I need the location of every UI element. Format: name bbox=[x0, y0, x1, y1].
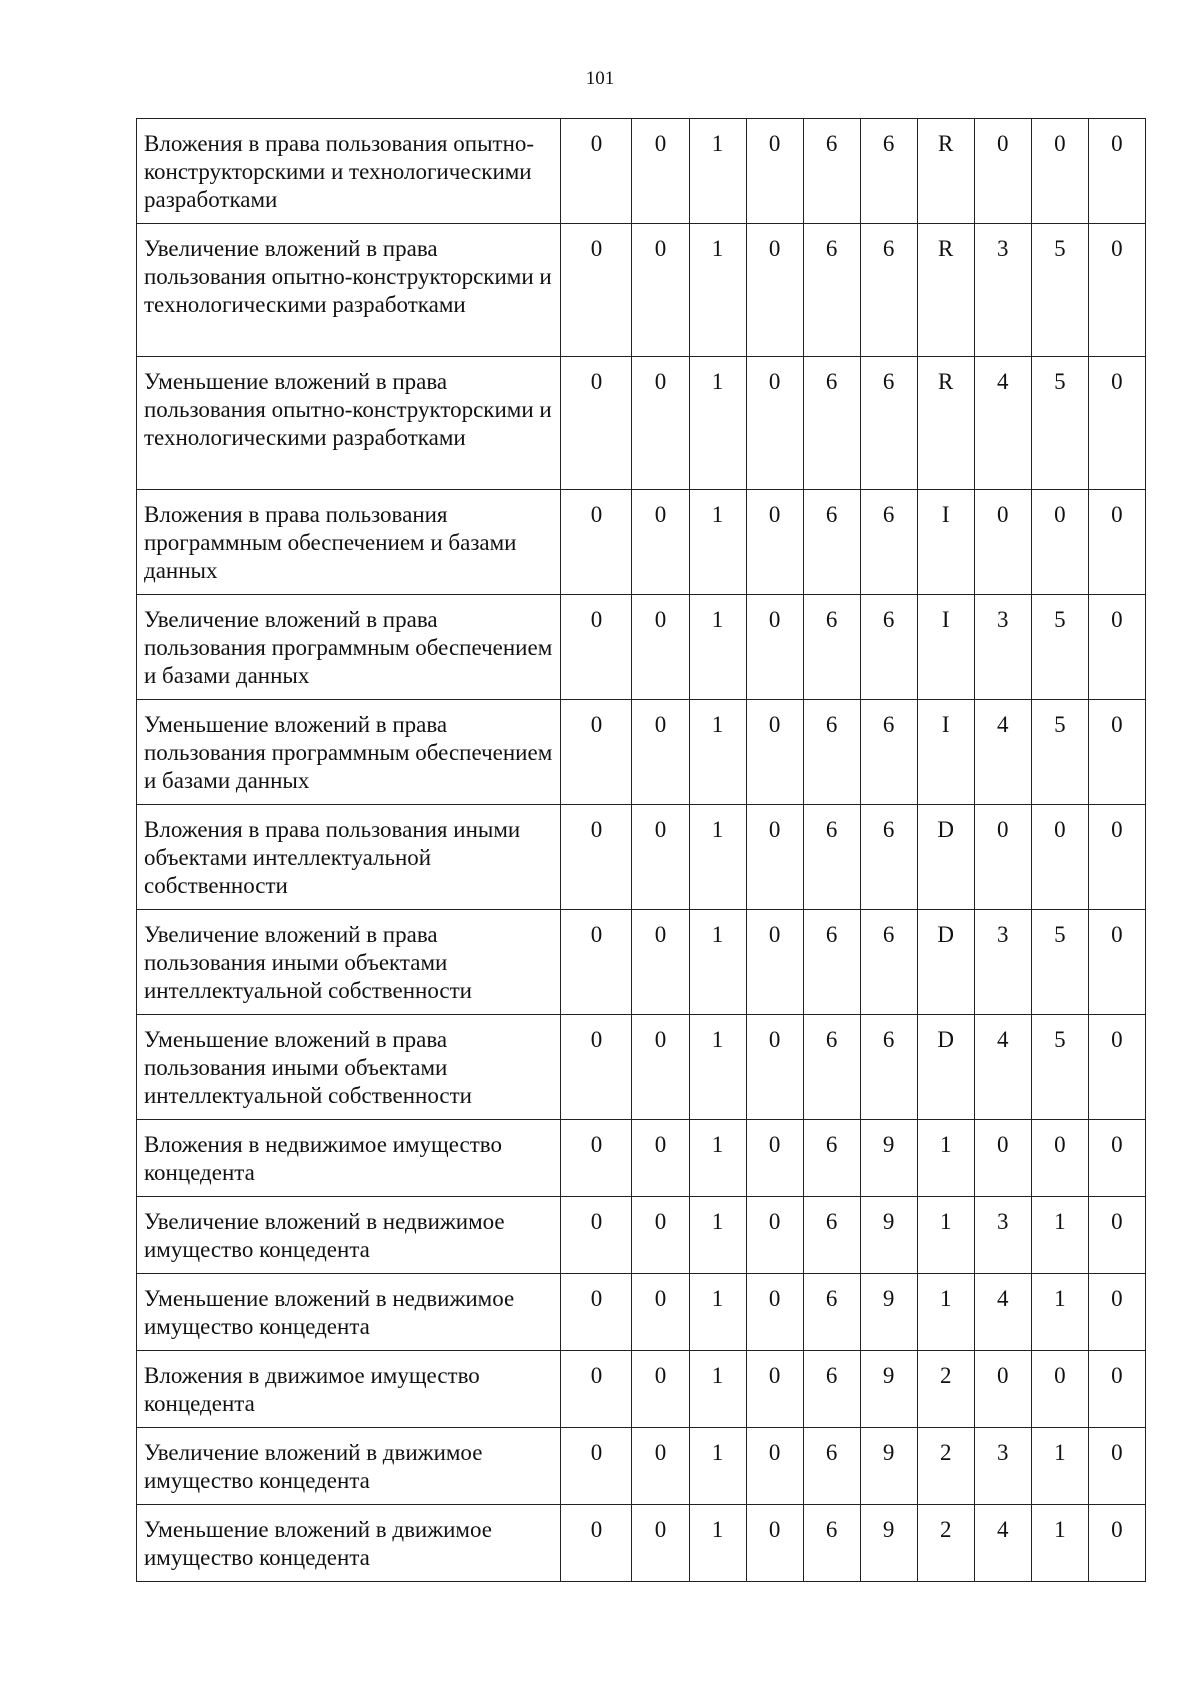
code-digit-7: D bbox=[917, 805, 974, 910]
code-digit-4: 0 bbox=[746, 1120, 803, 1197]
table-row bbox=[137, 357, 1146, 490]
code-digit-8: 3 bbox=[974, 1197, 1031, 1274]
code-digit-6: 9 bbox=[860, 1428, 917, 1505]
code-digit-7: I bbox=[917, 595, 974, 700]
code-digit-2: 0 bbox=[632, 357, 689, 490]
row-description: Увеличение вложений в недвижимое имущество концедента bbox=[137, 1197, 561, 1274]
code-digit-8: 4 bbox=[974, 1274, 1031, 1351]
code-digit-5: 6 bbox=[803, 1015, 860, 1120]
code-digit-7: R bbox=[917, 224, 974, 357]
code-digit-6: 6 bbox=[860, 224, 917, 357]
code-digit-1: 0 bbox=[561, 1120, 632, 1197]
code-digit-1: 0 bbox=[561, 1351, 632, 1428]
code-digit-5: 6 bbox=[803, 1428, 860, 1505]
code-digit-7: R bbox=[917, 119, 974, 224]
code-digit-2: 0 bbox=[632, 1274, 689, 1351]
code-digit-6: 6 bbox=[860, 490, 917, 595]
page-number: 101 bbox=[585, 68, 615, 89]
code-digit-2: 0 bbox=[632, 1120, 689, 1197]
code-digit-1: 0 bbox=[561, 1274, 632, 1351]
code-digit-5: 6 bbox=[803, 1351, 860, 1428]
code-digit-7: 2 bbox=[917, 1505, 974, 1582]
row-description: Уменьшение вложений в права пользования иными объектами интеллектуальной собственности bbox=[137, 1015, 561, 1120]
code-digit-6: 9 bbox=[860, 1351, 917, 1428]
code-digit-7: 2 bbox=[917, 1428, 974, 1505]
code-digit-9: 1 bbox=[1031, 1274, 1088, 1351]
code-digit-4: 0 bbox=[746, 595, 803, 700]
code-digit-7: 1 bbox=[917, 1274, 974, 1351]
code-digit-8: 0 bbox=[974, 805, 1031, 910]
code-digit-1: 0 bbox=[561, 910, 632, 1015]
code-digit-10: 0 bbox=[1088, 805, 1145, 910]
row-description: Вложения в недвижимое имущество концедента bbox=[137, 1120, 561, 1197]
code-digit-10: 0 bbox=[1088, 595, 1145, 700]
table-row bbox=[137, 1428, 1146, 1505]
code-digit-5: 6 bbox=[803, 357, 860, 490]
code-digit-4: 0 bbox=[746, 357, 803, 490]
code-digit-3: 1 bbox=[689, 357, 746, 490]
table-row bbox=[137, 1120, 1146, 1197]
code-digit-3: 1 bbox=[689, 1120, 746, 1197]
code-digit-4: 0 bbox=[746, 910, 803, 1015]
code-digit-5: 6 bbox=[803, 1274, 860, 1351]
code-digit-3: 1 bbox=[689, 119, 746, 224]
code-digit-8: 4 bbox=[974, 1015, 1031, 1120]
row-description: Уменьшение вложений в права пользования опытно-конструкторскими и технологическими разработками bbox=[137, 357, 561, 490]
row-description: Увеличение вложений в права пользования опытно-конструкторскими и технологическими разработками bbox=[137, 224, 561, 357]
code-digit-5: 6 bbox=[803, 805, 860, 910]
code-digit-9: 5 bbox=[1031, 1015, 1088, 1120]
code-digit-3: 1 bbox=[689, 1351, 746, 1428]
code-digit-10: 0 bbox=[1088, 357, 1145, 490]
code-digit-4: 0 bbox=[746, 1505, 803, 1582]
code-digit-7: 2 bbox=[917, 1351, 974, 1428]
table-row bbox=[137, 1197, 1146, 1274]
code-digit-8: 3 bbox=[974, 595, 1031, 700]
code-digit-6: 6 bbox=[860, 1015, 917, 1120]
code-digit-10: 0 bbox=[1088, 1351, 1145, 1428]
code-digit-10: 0 bbox=[1088, 1274, 1145, 1351]
row-description: Вложения в движимое имущество концедента bbox=[137, 1351, 561, 1428]
code-digit-1: 0 bbox=[561, 119, 632, 224]
code-digit-1: 0 bbox=[561, 595, 632, 700]
code-digit-9: 5 bbox=[1031, 910, 1088, 1015]
code-digit-9: 0 bbox=[1031, 1351, 1088, 1428]
code-digit-4: 0 bbox=[746, 119, 803, 224]
row-description: Уменьшение вложений в недвижимое имущество концедента bbox=[137, 1274, 561, 1351]
row-description: Увеличение вложений в права пользования программным обеспечением и базами данных bbox=[137, 595, 561, 700]
row-description: Уменьшение вложений в движимое имущество концедента bbox=[137, 1505, 561, 1582]
code-digit-10: 0 bbox=[1088, 490, 1145, 595]
code-digit-5: 6 bbox=[803, 700, 860, 805]
code-digit-10: 0 bbox=[1088, 1505, 1145, 1582]
code-digit-1: 0 bbox=[561, 490, 632, 595]
code-digit-5: 6 bbox=[803, 910, 860, 1015]
code-digit-2: 0 bbox=[632, 224, 689, 357]
code-digit-3: 1 bbox=[689, 1197, 746, 1274]
account-codes-table bbox=[136, 118, 1146, 1582]
code-digit-2: 0 bbox=[632, 805, 689, 910]
table-row bbox=[137, 490, 1146, 595]
code-digit-4: 0 bbox=[746, 1274, 803, 1351]
code-digit-1: 0 bbox=[561, 1197, 632, 1274]
code-digit-5: 6 bbox=[803, 595, 860, 700]
code-digit-7: R bbox=[917, 357, 974, 490]
code-digit-5: 6 bbox=[803, 1505, 860, 1582]
code-digit-6: 9 bbox=[860, 1197, 917, 1274]
code-digit-4: 0 bbox=[746, 700, 803, 805]
code-digit-7: D bbox=[917, 1015, 974, 1120]
code-digit-5: 6 bbox=[803, 119, 860, 224]
code-digit-3: 1 bbox=[689, 700, 746, 805]
code-digit-3: 1 bbox=[689, 1274, 746, 1351]
table-row bbox=[137, 1015, 1146, 1120]
code-digit-8: 4 bbox=[974, 1505, 1031, 1582]
code-digit-6: 6 bbox=[860, 805, 917, 910]
code-digit-9: 1 bbox=[1031, 1428, 1088, 1505]
code-digit-1: 0 bbox=[561, 1428, 632, 1505]
code-digit-4: 0 bbox=[746, 1351, 803, 1428]
code-digit-9: 1 bbox=[1031, 1505, 1088, 1582]
table-row bbox=[137, 1351, 1146, 1428]
row-description: Вложения в права пользования опытно-конструкторскими и технологическими разработками bbox=[137, 119, 561, 224]
code-digit-8: 0 bbox=[974, 490, 1031, 595]
code-digit-8: 4 bbox=[974, 700, 1031, 805]
code-digit-7: I bbox=[917, 700, 974, 805]
code-digit-8: 3 bbox=[974, 910, 1031, 1015]
code-digit-8: 3 bbox=[974, 224, 1031, 357]
code-digit-9: 0 bbox=[1031, 490, 1088, 595]
code-digit-3: 1 bbox=[689, 1428, 746, 1505]
code-digit-9: 0 bbox=[1031, 119, 1088, 224]
code-digit-9: 5 bbox=[1031, 595, 1088, 700]
code-digit-10: 0 bbox=[1088, 1428, 1145, 1505]
code-digit-8: 0 bbox=[974, 1120, 1031, 1197]
code-digit-3: 1 bbox=[689, 1505, 746, 1582]
code-digit-8: 0 bbox=[974, 1351, 1031, 1428]
code-digit-3: 1 bbox=[689, 224, 746, 357]
code-digit-4: 0 bbox=[746, 1428, 803, 1505]
table-row bbox=[137, 1274, 1146, 1351]
code-digit-4: 0 bbox=[746, 490, 803, 595]
code-digit-10: 0 bbox=[1088, 119, 1145, 224]
code-digit-2: 0 bbox=[632, 910, 689, 1015]
table-body bbox=[137, 119, 1146, 1582]
code-digit-6: 6 bbox=[860, 595, 917, 700]
code-digit-6: 9 bbox=[860, 1274, 917, 1351]
table-row bbox=[137, 119, 1146, 224]
code-digit-6: 6 bbox=[860, 357, 917, 490]
code-digit-2: 0 bbox=[632, 1351, 689, 1428]
code-digit-2: 0 bbox=[632, 1015, 689, 1120]
code-digit-5: 6 bbox=[803, 1120, 860, 1197]
code-digit-5: 6 bbox=[803, 1197, 860, 1274]
code-digit-2: 0 bbox=[632, 700, 689, 805]
code-digit-7: 1 bbox=[917, 1197, 974, 1274]
code-digit-9: 0 bbox=[1031, 1120, 1088, 1197]
code-digit-7: I bbox=[917, 490, 974, 595]
code-digit-1: 0 bbox=[561, 700, 632, 805]
code-digit-10: 0 bbox=[1088, 1197, 1145, 1274]
code-digit-8: 3 bbox=[974, 1428, 1031, 1505]
code-digit-2: 0 bbox=[632, 490, 689, 595]
code-digit-6: 6 bbox=[860, 910, 917, 1015]
code-digit-4: 0 bbox=[746, 1015, 803, 1120]
code-digit-2: 0 bbox=[632, 1505, 689, 1582]
code-digit-9: 1 bbox=[1031, 1197, 1088, 1274]
row-description: Вложения в права пользования иными объектами интеллектуальной собственности bbox=[137, 805, 561, 910]
row-description: Уменьшение вложений в права пользования программным обеспечением и базами данных bbox=[137, 700, 561, 805]
code-digit-4: 0 bbox=[746, 805, 803, 910]
code-digit-2: 0 bbox=[632, 1428, 689, 1505]
code-digit-10: 0 bbox=[1088, 1120, 1145, 1197]
code-digit-3: 1 bbox=[689, 490, 746, 595]
code-digit-4: 0 bbox=[746, 1197, 803, 1274]
row-description: Увеличение вложений в права пользования иными объектами интеллектуальной собственности bbox=[137, 910, 561, 1015]
code-digit-1: 0 bbox=[561, 805, 632, 910]
code-digit-2: 0 bbox=[632, 1197, 689, 1274]
code-digit-10: 0 bbox=[1088, 1015, 1145, 1120]
table-row bbox=[137, 595, 1146, 700]
row-description: Увеличение вложений в движимое имущество концедента bbox=[137, 1428, 561, 1505]
code-digit-10: 0 bbox=[1088, 910, 1145, 1015]
code-digit-1: 0 bbox=[561, 1015, 632, 1120]
code-digit-6: 9 bbox=[860, 1120, 917, 1197]
code-digit-9: 5 bbox=[1031, 224, 1088, 357]
code-digit-3: 1 bbox=[689, 595, 746, 700]
code-digit-9: 5 bbox=[1031, 357, 1088, 490]
code-digit-6: 9 bbox=[860, 1505, 917, 1582]
code-digit-5: 6 bbox=[803, 224, 860, 357]
code-digit-6: 6 bbox=[860, 700, 917, 805]
code-digit-2: 0 bbox=[632, 119, 689, 224]
table-row bbox=[137, 1505, 1146, 1582]
code-digit-3: 1 bbox=[689, 910, 746, 1015]
code-digit-10: 0 bbox=[1088, 224, 1145, 357]
code-digit-3: 1 bbox=[689, 805, 746, 910]
row-description: Вложения в права пользования программным обеспечением и базами данных bbox=[137, 490, 561, 595]
table-row bbox=[137, 700, 1146, 805]
code-digit-4: 0 bbox=[746, 224, 803, 357]
code-digit-3: 1 bbox=[689, 1015, 746, 1120]
code-digit-1: 0 bbox=[561, 1505, 632, 1582]
code-digit-2: 0 bbox=[632, 595, 689, 700]
code-digit-9: 0 bbox=[1031, 805, 1088, 910]
code-digit-1: 0 bbox=[561, 224, 632, 357]
code-digit-7: 1 bbox=[917, 1120, 974, 1197]
code-digit-8: 0 bbox=[974, 119, 1031, 224]
code-digit-9: 5 bbox=[1031, 700, 1088, 805]
table-row bbox=[137, 805, 1146, 910]
code-digit-7: D bbox=[917, 910, 974, 1015]
code-digit-5: 6 bbox=[803, 490, 860, 595]
code-digit-1: 0 bbox=[561, 357, 632, 490]
code-digit-8: 4 bbox=[974, 357, 1031, 490]
code-digit-6: 6 bbox=[860, 119, 917, 224]
code-digit-10: 0 bbox=[1088, 700, 1145, 805]
table-row bbox=[137, 910, 1146, 1015]
table-row bbox=[137, 224, 1146, 357]
